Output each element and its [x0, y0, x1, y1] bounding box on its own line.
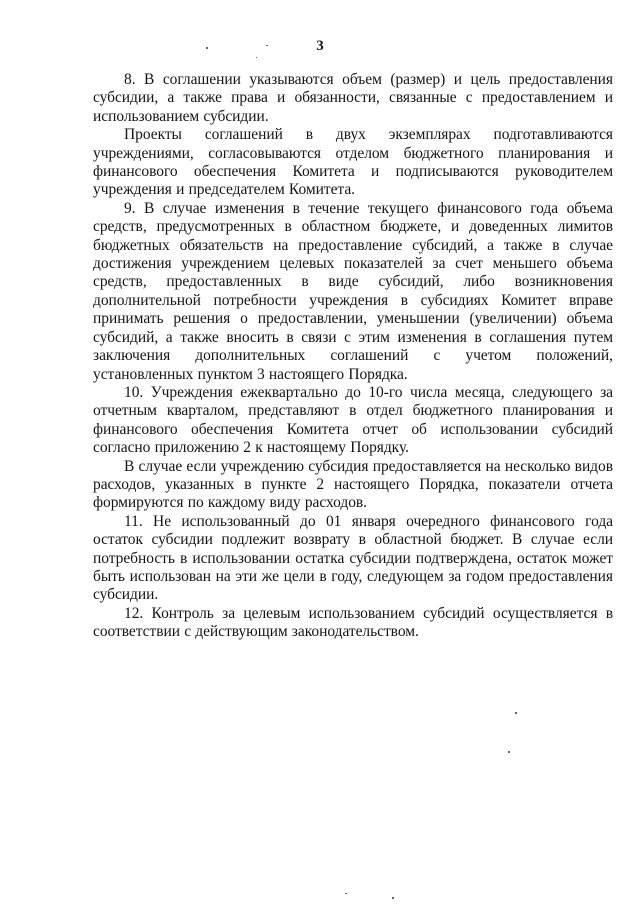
paragraph-agreement-drafts: Проекты соглашений в двух экземплярах подготавливаются учреждениями, согласовываются отделом бюджетного планирования и финансового обеспечения Комитета и подписываются руководителем учреждения и председателем Комитета. [93, 126, 613, 199]
scan-speck [515, 712, 517, 714]
paragraph-10-quarterly-report: 10. Учреждения ежеквартально до 10-го числа месяца, следующего за отчетным кварталом, представляют в отдел бюджетного планирования и финансового обеспечения Комитета отчет об использовании субсидий согласно приложению 2 к настоящему Порядку. [93, 383, 613, 457]
paragraph-9-subsidy-changes: 9. В случае изменения в течение текущего финансового года объема средств, предусмотренных в областном бюджете, и доведенных лимитов бюджетных обязательств на предоставление субсидий, а также в случае достижения учреждением целевых показателей за счет меньшего объема средств, предоставленных в виде субсидий, либо возникновения дополнительной потребности учреждения в субсидиях Комитет вправе принимать решения о предоставлении, уменьшении (увеличении) объема субсидий, а также вносить в связи с этим изменения в соглашения путем заключения дополнительных соглашений с учетом положений, установленных пунктом 3 настоящего Порядка. [93, 199, 613, 383]
paragraph-report-indicators: В случае если учреждению субсидия предоставляется на несколько видов расходов, указанных в пункте 2 настоящего Порядка, показатели отчета формируются по каждому виду расходов. [93, 457, 613, 512]
scan-speck [256, 57, 257, 58]
scan-speck [392, 897, 394, 899]
page-number: 3 [316, 38, 324, 54]
scan-speck [345, 893, 347, 894]
scan-speck [266, 45, 268, 46]
scan-speck [508, 751, 510, 753]
scan-speck [206, 47, 208, 49]
document-body [93, 71, 613, 642]
paragraph-8-agreement-content: 8. В соглашении указываются объем (размер) и цель предоставления субсидии, а также права и обязанности, связанные с предоставлением и использованием субсидии. [93, 71, 613, 125]
paragraph-11-subsidy-remainder: 11. Не использованный до 01 января очередного финансового года остаток субсидии подлежит возврату в областной бюджет. В случае если потребность в использовании остатка субсидии подтверждена, остаток может быть использован на эти же цели в году, следующем за годом предоставления субсидии. [93, 512, 613, 604]
paragraph-12-control: 12. Контроль за целевым использованием субсидий осуществляется в соответствии с действующим законодательством. [93, 604, 613, 641]
